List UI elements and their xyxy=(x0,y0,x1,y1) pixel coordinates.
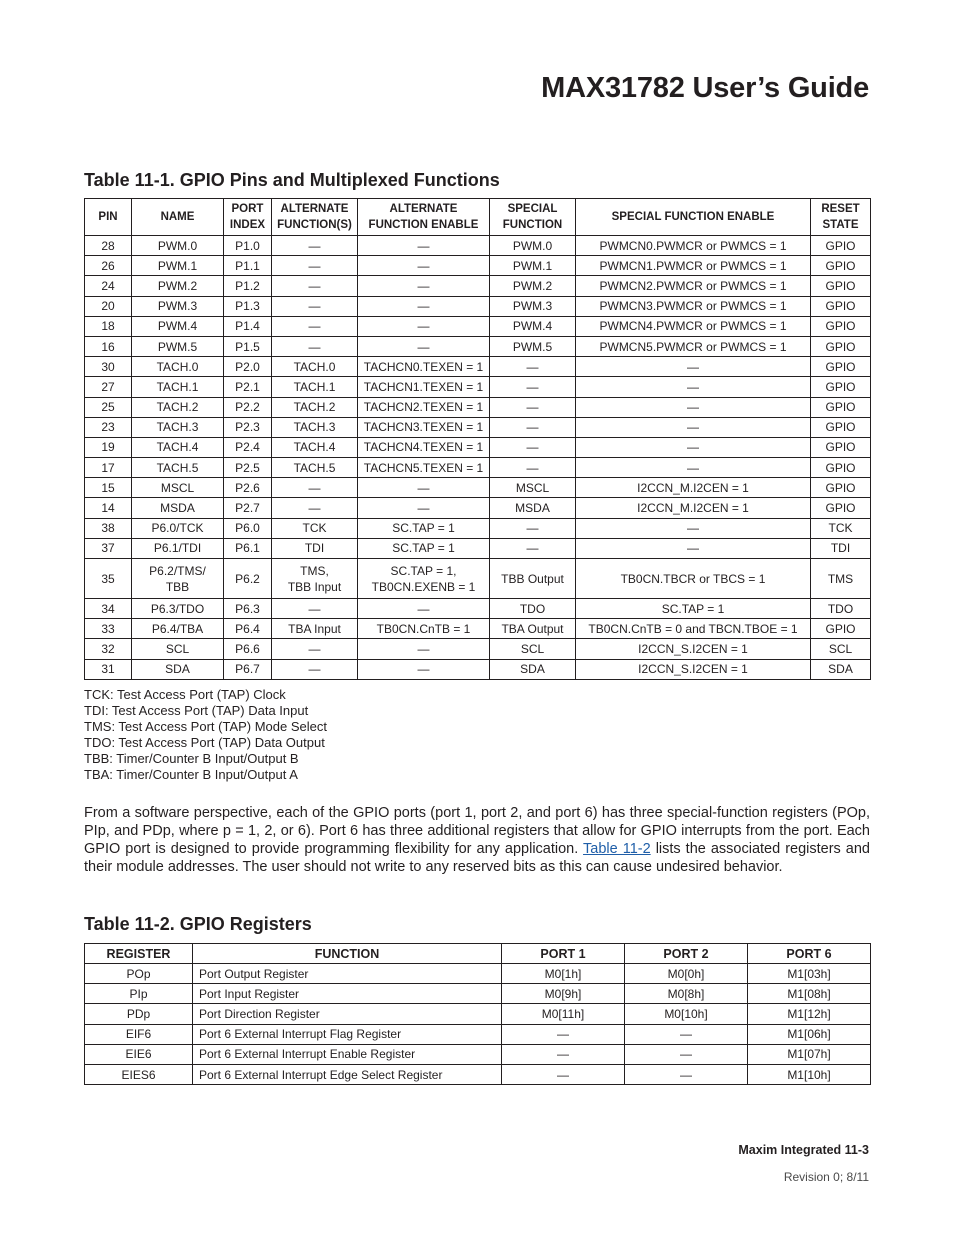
gpio-registers-table xyxy=(84,943,871,1085)
table-row xyxy=(85,659,871,679)
table-cell: — xyxy=(272,639,358,659)
table-cell: — xyxy=(576,377,811,397)
table-cell: M0[0h] xyxy=(625,964,748,984)
table-row xyxy=(85,236,871,256)
table-cell: P1.3 xyxy=(224,296,272,316)
table-cell: 37 xyxy=(85,538,132,558)
column-header-pin: PIN xyxy=(85,199,132,236)
table-row xyxy=(85,276,871,296)
table-cell: TACH.0 xyxy=(132,357,224,377)
table-header-row xyxy=(85,944,871,964)
table-cell: PWM.5 xyxy=(132,336,224,356)
table-cell: P6.3/TDO xyxy=(132,599,224,619)
table-cell: I2CCN_S.I2CEN = 1 xyxy=(576,639,811,659)
table-cell: M1[08h] xyxy=(748,984,871,1004)
table-cell: GPIO xyxy=(811,619,871,639)
table-cell: GPIO xyxy=(811,417,871,437)
table-cell: — xyxy=(358,498,490,518)
table-cell: P6.2 xyxy=(224,559,272,599)
table-cell: SCL xyxy=(811,639,871,659)
table-row xyxy=(85,357,871,377)
table-cell: P2.2 xyxy=(224,397,272,417)
column-header-name: NAME xyxy=(132,199,224,236)
table-cell: Port 6 External Interrupt Flag Register xyxy=(193,1024,502,1044)
table-cell: TACH.1 xyxy=(132,377,224,397)
table-row xyxy=(85,256,871,276)
column-header-alternate-function-enable: ALTERNATE FUNCTION ENABLE xyxy=(358,199,490,236)
table-cell: P2.6 xyxy=(224,478,272,498)
table-cell: — xyxy=(272,256,358,276)
table-cell: TACH.5 xyxy=(272,458,358,478)
column-header-alternate-functions: ALTERNATE FUNCTION(S) xyxy=(272,199,358,236)
table-cell: P2.0 xyxy=(224,357,272,377)
column-header-reset-state: RESET STATE xyxy=(811,199,871,236)
table-cell: 25 xyxy=(85,397,132,417)
table-cell: TB0CN.CnTB = 0 and TBCN.TBOE = 1 xyxy=(576,619,811,639)
table-row xyxy=(85,1024,871,1044)
table-cell: P1.0 xyxy=(224,236,272,256)
table-cell: — xyxy=(576,417,811,437)
table-cell: TACH.3 xyxy=(132,417,224,437)
column-header-port-2: PORT 2 xyxy=(625,944,748,964)
table-cell: PWMCN4.PWMCR or PWMCS = 1 xyxy=(576,316,811,336)
table-cell: P6.6 xyxy=(224,639,272,659)
table-cell: TB0CN.CnTB = 1 xyxy=(358,619,490,639)
table-cell: TCK xyxy=(272,518,358,538)
table-cell: TDO xyxy=(490,599,576,619)
table-cell: — xyxy=(358,659,490,679)
table-row xyxy=(85,639,871,659)
table-row xyxy=(85,437,871,457)
table-cell: — xyxy=(358,256,490,276)
table-cell: Port Output Register xyxy=(193,964,502,984)
table-cell: TACH.4 xyxy=(272,437,358,457)
table-cell: TCK xyxy=(811,518,871,538)
table-cell: M0[1h] xyxy=(502,964,625,984)
table-cell: M1[12h] xyxy=(748,1004,871,1024)
table-cell: TDO xyxy=(811,599,871,619)
table-cell: — xyxy=(576,397,811,417)
table-cell: 17 xyxy=(85,458,132,478)
table-cell: GPIO xyxy=(811,377,871,397)
table-cell: SC.TAP = 1, TB0CN.EXENB = 1 xyxy=(358,559,490,599)
table-cell: — xyxy=(272,478,358,498)
table-cell: PWM.1 xyxy=(132,256,224,276)
column-header-register: REGISTER xyxy=(85,944,193,964)
document-title: MAX31782 User’s Guide xyxy=(541,72,869,104)
table-cell: — xyxy=(490,538,576,558)
table-cell: — xyxy=(358,236,490,256)
table-cell: POp xyxy=(85,964,193,984)
table-cell: TDI xyxy=(272,538,358,558)
column-header-special-function-enable: SPECIAL FUNCTION ENABLE xyxy=(576,199,811,236)
paragraph-text: lists the associated registers and their module addresses. The user should not write to any reserved bits as this can cause undesired behavior. xyxy=(84,841,871,875)
table-cell: TACH.4 xyxy=(132,437,224,457)
table-cell: P2.1 xyxy=(224,377,272,397)
table-cell: GPIO xyxy=(811,437,871,457)
table-cell: PDp xyxy=(85,1004,193,1024)
table-row xyxy=(85,1044,871,1064)
table-cell: GPIO xyxy=(811,458,871,478)
table-cell: Port 6 External Interrupt Enable Register xyxy=(193,1044,502,1064)
table-cell: PWM.1 xyxy=(490,256,576,276)
table-cell: 24 xyxy=(85,276,132,296)
table-cell: PWM.4 xyxy=(490,316,576,336)
table-cell: — xyxy=(576,437,811,457)
table-cell: TBA Input xyxy=(272,619,358,639)
table-cell: — xyxy=(625,1064,748,1084)
table-cell: — xyxy=(272,659,358,679)
table-cell: M0[9h] xyxy=(502,984,625,1004)
table-cell: — xyxy=(490,377,576,397)
table-cell: P6.0/TCK xyxy=(132,518,224,538)
table-row xyxy=(85,478,871,498)
table-cell: Port Direction Register xyxy=(193,1004,502,1024)
table-cell: 28 xyxy=(85,236,132,256)
table-cell: TBB Output xyxy=(490,559,576,599)
table-cell: P2.5 xyxy=(224,458,272,478)
table-cell: — xyxy=(358,478,490,498)
table-cell: I2CCN_S.I2CEN = 1 xyxy=(576,659,811,679)
table-cell: P6.1 xyxy=(224,538,272,558)
table-cell: M0[10h] xyxy=(625,1004,748,1024)
table-cell: — xyxy=(625,1044,748,1064)
table-cell: — xyxy=(272,336,358,356)
table-cell: 26 xyxy=(85,256,132,276)
table-cell: GPIO xyxy=(811,357,871,377)
table-cell: PWM.2 xyxy=(132,276,224,296)
table-row xyxy=(85,984,871,1004)
footnote: TDO: Test Access Port (TAP) Data Output xyxy=(84,734,325,750)
abbreviation-footnotes xyxy=(84,687,327,782)
table-row xyxy=(85,518,871,538)
table-row xyxy=(85,336,871,356)
table-cell: P6.3 xyxy=(224,599,272,619)
table-cell: P1.1 xyxy=(224,256,272,276)
table-cell: PWMCN3.PWMCR or PWMCS = 1 xyxy=(576,296,811,316)
table-cell: MSCL xyxy=(490,478,576,498)
table-cell: SDA xyxy=(490,659,576,679)
table-cell: TMS xyxy=(811,559,871,599)
table-cell: — xyxy=(490,397,576,417)
table-cell: M0[11h] xyxy=(502,1004,625,1024)
table-cell: MSDA xyxy=(490,498,576,518)
table-cell: TMS, TBB Input xyxy=(272,559,358,599)
table-cell: P6.1/TDI xyxy=(132,538,224,558)
table-cell: MSDA xyxy=(132,498,224,518)
gpio-description-paragraph xyxy=(84,804,870,876)
table-cell: — xyxy=(502,1044,625,1064)
table-cell: — xyxy=(272,296,358,316)
table-cell: SDA xyxy=(132,659,224,679)
table-cell: — xyxy=(358,276,490,296)
paragraph-text: From a software perspective, each of the GPIO ports (port 1, port 2, and port 6) has three special-function registers (POp, PIp, and PDp, where p = 1, 2, or 6). Port 6 has three additional registers that allow for GPIO interrupts from the port. Each GPIO port is designed to provide programming flexibility for any application. xyxy=(84,805,870,857)
table-cell: TACH.3 xyxy=(272,417,358,437)
table-cell: GPIO xyxy=(811,236,871,256)
table-cell: 32 xyxy=(85,639,132,659)
table-cell: — xyxy=(358,639,490,659)
table-cell: P2.4 xyxy=(224,437,272,457)
table-row xyxy=(85,417,871,437)
table-cell: 20 xyxy=(85,296,132,316)
table-cell: M1[07h] xyxy=(748,1044,871,1064)
table-cell: TACHCN4.TEXEN = 1 xyxy=(358,437,490,457)
table-cell: P2.7 xyxy=(224,498,272,518)
table-cell: 31 xyxy=(85,659,132,679)
table-cell: 23 xyxy=(85,417,132,437)
table-cell: SCL xyxy=(490,639,576,659)
table-cell: — xyxy=(625,1024,748,1044)
footer-revision: Revision 0; 8/11 xyxy=(783,1170,869,1184)
table-cell: P1.2 xyxy=(224,276,272,296)
table-cell: PWM.3 xyxy=(490,296,576,316)
column-header-special-function: SPECIAL FUNCTION xyxy=(490,199,576,236)
table-cell: 18 xyxy=(85,316,132,336)
table-cell: — xyxy=(272,276,358,296)
table-cell: P6.2/TMS/ TBB xyxy=(132,559,224,599)
table-cell: — xyxy=(358,599,490,619)
table-cell: TACH.0 xyxy=(272,357,358,377)
table-cell: — xyxy=(490,518,576,538)
table-row xyxy=(85,1004,871,1024)
table-cell: SC.TAP = 1 xyxy=(358,538,490,558)
table-cell: — xyxy=(272,236,358,256)
table-cell: PWM.2 xyxy=(490,276,576,296)
table-cell: P6.4/TBA xyxy=(132,619,224,639)
table-cell: — xyxy=(272,498,358,518)
table-cell: — xyxy=(358,296,490,316)
table-cell: EIE6 xyxy=(85,1044,193,1064)
table-cell: — xyxy=(358,336,490,356)
column-header-function: FUNCTION xyxy=(193,944,502,964)
table-cell: 27 xyxy=(85,377,132,397)
table-cell: — xyxy=(576,518,811,538)
table-row xyxy=(85,296,871,316)
table-row xyxy=(85,1064,871,1084)
footnote: TBB: Timer/Counter B Input/Output B xyxy=(84,750,299,766)
table-cell: I2CCN_M.I2CEN = 1 xyxy=(576,478,811,498)
table-cell: TBA Output xyxy=(490,619,576,639)
table-cell: GPIO xyxy=(811,498,871,518)
gpio-pins-table xyxy=(84,198,871,680)
table-cell: — xyxy=(490,437,576,457)
table-cell: GPIO xyxy=(811,296,871,316)
footnote: TDI: Test Access Port (TAP) Data Input xyxy=(84,702,309,718)
table-cell: I2CCN_M.I2CEN = 1 xyxy=(576,498,811,518)
table-cell: — xyxy=(490,357,576,377)
table-row xyxy=(85,316,871,336)
table-cell: 15 xyxy=(85,478,132,498)
table-cell: 35 xyxy=(85,559,132,599)
table-cell: P1.5 xyxy=(224,336,272,356)
table-cell: SC.TAP = 1 xyxy=(358,518,490,538)
footnote: TCK: Test Access Port (TAP) Clock xyxy=(84,687,286,702)
table-cell: 33 xyxy=(85,619,132,639)
footnote: TMS: Test Access Port (TAP) Mode Select xyxy=(84,718,327,734)
table-cell: PWMCN1.PWMCR or PWMCS = 1 xyxy=(576,256,811,276)
table-cell: PWM.5 xyxy=(490,336,576,356)
table-cell: M1[06h] xyxy=(748,1024,871,1044)
table-row xyxy=(85,498,871,518)
table-cell: PWM.0 xyxy=(132,236,224,256)
table-cell: P6.0 xyxy=(224,518,272,538)
footnote: TBA: Timer/Counter B Input/Output A xyxy=(84,766,298,782)
table-cell: M1[03h] xyxy=(748,964,871,984)
table-row xyxy=(85,964,871,984)
column-header-port-6: PORT 6 xyxy=(748,944,871,964)
table-cell: 14 xyxy=(85,498,132,518)
table-cell: GPIO xyxy=(811,336,871,356)
table-header-row xyxy=(85,199,871,236)
table-cell: TACH.5 xyxy=(132,458,224,478)
table-cell: GPIO xyxy=(811,478,871,498)
table-cell: TACHCN5.TEXEN = 1 xyxy=(358,458,490,478)
table-row xyxy=(85,599,871,619)
table-cell: 16 xyxy=(85,336,132,356)
table-cell: — xyxy=(490,417,576,437)
table-cell: TACHCN3.TEXEN = 1 xyxy=(358,417,490,437)
table-cell: — xyxy=(358,316,490,336)
table-11-1-caption: Table 11-1. GPIO Pins and Multiplexed Functions xyxy=(84,170,500,190)
table-row xyxy=(85,619,871,639)
table-row xyxy=(85,559,871,599)
table-cell: Port Input Register xyxy=(193,984,502,1004)
table-11-2-link[interactable]: Table 11-2 xyxy=(583,841,651,857)
table-cell: — xyxy=(272,599,358,619)
table-cell: PWM.0 xyxy=(490,236,576,256)
table-cell: GPIO xyxy=(811,397,871,417)
table-cell: P6.4 xyxy=(224,619,272,639)
table-cell: TACH.2 xyxy=(272,397,358,417)
table-cell: 19 xyxy=(85,437,132,457)
table-cell: TB0CN.TBCR or TBCS = 1 xyxy=(576,559,811,599)
table-cell: SCL xyxy=(132,639,224,659)
table-cell: EIF6 xyxy=(85,1024,193,1044)
table-cell: 34 xyxy=(85,599,132,619)
column-header-port-1: PORT 1 xyxy=(502,944,625,964)
table-cell: SC.TAP = 1 xyxy=(576,599,811,619)
table-cell: SDA xyxy=(811,659,871,679)
table-cell: TACH.1 xyxy=(272,377,358,397)
table-cell: — xyxy=(576,357,811,377)
table-cell: TACHCN2.TEXEN = 1 xyxy=(358,397,490,417)
table-cell: MSCL xyxy=(132,478,224,498)
table-cell: — xyxy=(490,458,576,478)
column-header-port-index: PORT INDEX xyxy=(224,199,272,236)
table-cell: PWMCN2.PWMCR or PWMCS = 1 xyxy=(576,276,811,296)
table-cell: PWM.4 xyxy=(132,316,224,336)
table-cell: 30 xyxy=(85,357,132,377)
table-cell: — xyxy=(272,316,358,336)
table-cell: TACHCN0.TEXEN = 1 xyxy=(358,357,490,377)
table-row xyxy=(85,377,871,397)
table-cell: M0[8h] xyxy=(625,984,748,1004)
table-cell: TACHCN1.TEXEN = 1 xyxy=(358,377,490,397)
table-row xyxy=(85,538,871,558)
table-cell: GPIO xyxy=(811,316,871,336)
footer-company-page: Maxim Integrated 11-3 xyxy=(738,1143,869,1157)
table-cell: PWMCN0.PWMCR or PWMCS = 1 xyxy=(576,236,811,256)
table-11-2-caption: Table 11-2. GPIO Registers xyxy=(84,914,312,934)
table-cell: P1.4 xyxy=(224,316,272,336)
table-cell: TDI xyxy=(811,538,871,558)
table-cell: PWM.3 xyxy=(132,296,224,316)
table-row xyxy=(85,397,871,417)
table-cell: P2.3 xyxy=(224,417,272,437)
table-cell: 38 xyxy=(85,518,132,538)
table-cell: M1[10h] xyxy=(748,1064,871,1084)
table-cell: P6.7 xyxy=(224,659,272,679)
table-cell: — xyxy=(502,1024,625,1044)
table-cell: — xyxy=(502,1064,625,1084)
table-cell: — xyxy=(576,458,811,478)
table-cell: PIp xyxy=(85,984,193,1004)
table-row xyxy=(85,458,871,478)
table-cell: EIES6 xyxy=(85,1064,193,1084)
table-cell: — xyxy=(576,538,811,558)
table-cell: PWMCN5.PWMCR or PWMCS = 1 xyxy=(576,336,811,356)
table-cell: GPIO xyxy=(811,276,871,296)
table-cell: TACH.2 xyxy=(132,397,224,417)
table-cell: Port 6 External Interrupt Edge Select Register xyxy=(193,1064,502,1084)
table-cell: GPIO xyxy=(811,256,871,276)
